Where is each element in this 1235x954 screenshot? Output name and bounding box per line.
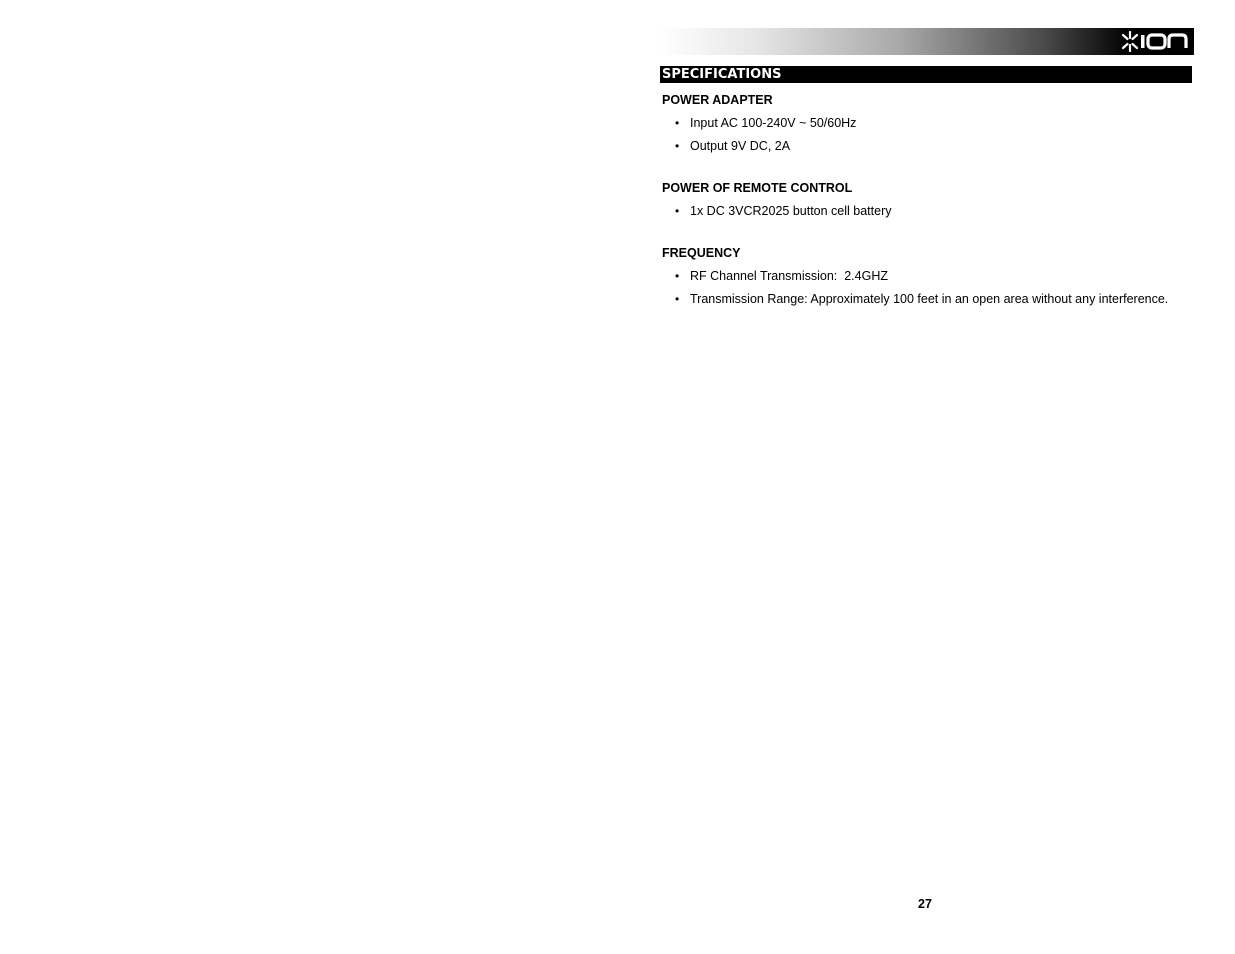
section-title: SPECIFICATIONS (662, 67, 782, 82)
ion-logo-icon (1120, 30, 1190, 53)
list-item-text: RF Channel Transmission: 2.4GHZ (690, 269, 888, 283)
spec-heading: FREQUENCY (662, 246, 741, 260)
section-title-bar (660, 66, 1192, 83)
page-number: 27 (918, 897, 932, 911)
bullet-icon: • (675, 204, 680, 218)
bullet-icon: • (675, 138, 680, 153)
list-item-text: Transmission Range: Approximately 100 feet in an open area without any interference. (690, 291, 1169, 306)
list-item (662, 200, 1202, 223)
list-item-text: Input AC 100-240V ~ 50/60Hz (690, 116, 857, 130)
spec-list (662, 200, 1202, 223)
bullet-icon: • (675, 291, 680, 306)
spec-heading: POWER OF REMOTE CONTROL (662, 181, 853, 195)
spec-group-remote-control (662, 178, 1202, 223)
spec-heading: POWER ADAPTER (662, 93, 773, 107)
list-item (662, 135, 1202, 158)
list-item-text: 1x DC 3VCR2025 button cell battery (690, 204, 892, 218)
header-gradient-bar (660, 28, 1194, 55)
list-item (662, 288, 1202, 311)
bullet-icon: • (675, 116, 680, 130)
ion-logo (1120, 30, 1190, 53)
spec-group-power-adapter (662, 90, 1202, 157)
spec-list (662, 112, 1202, 157)
spec-group-frequency (662, 243, 1202, 310)
list-item (662, 112, 1202, 135)
bullet-icon: • (675, 269, 680, 283)
spec-list (662, 265, 1202, 310)
list-item-text: Output 9V DC, 2A (690, 138, 791, 153)
list-item (662, 265, 1202, 288)
